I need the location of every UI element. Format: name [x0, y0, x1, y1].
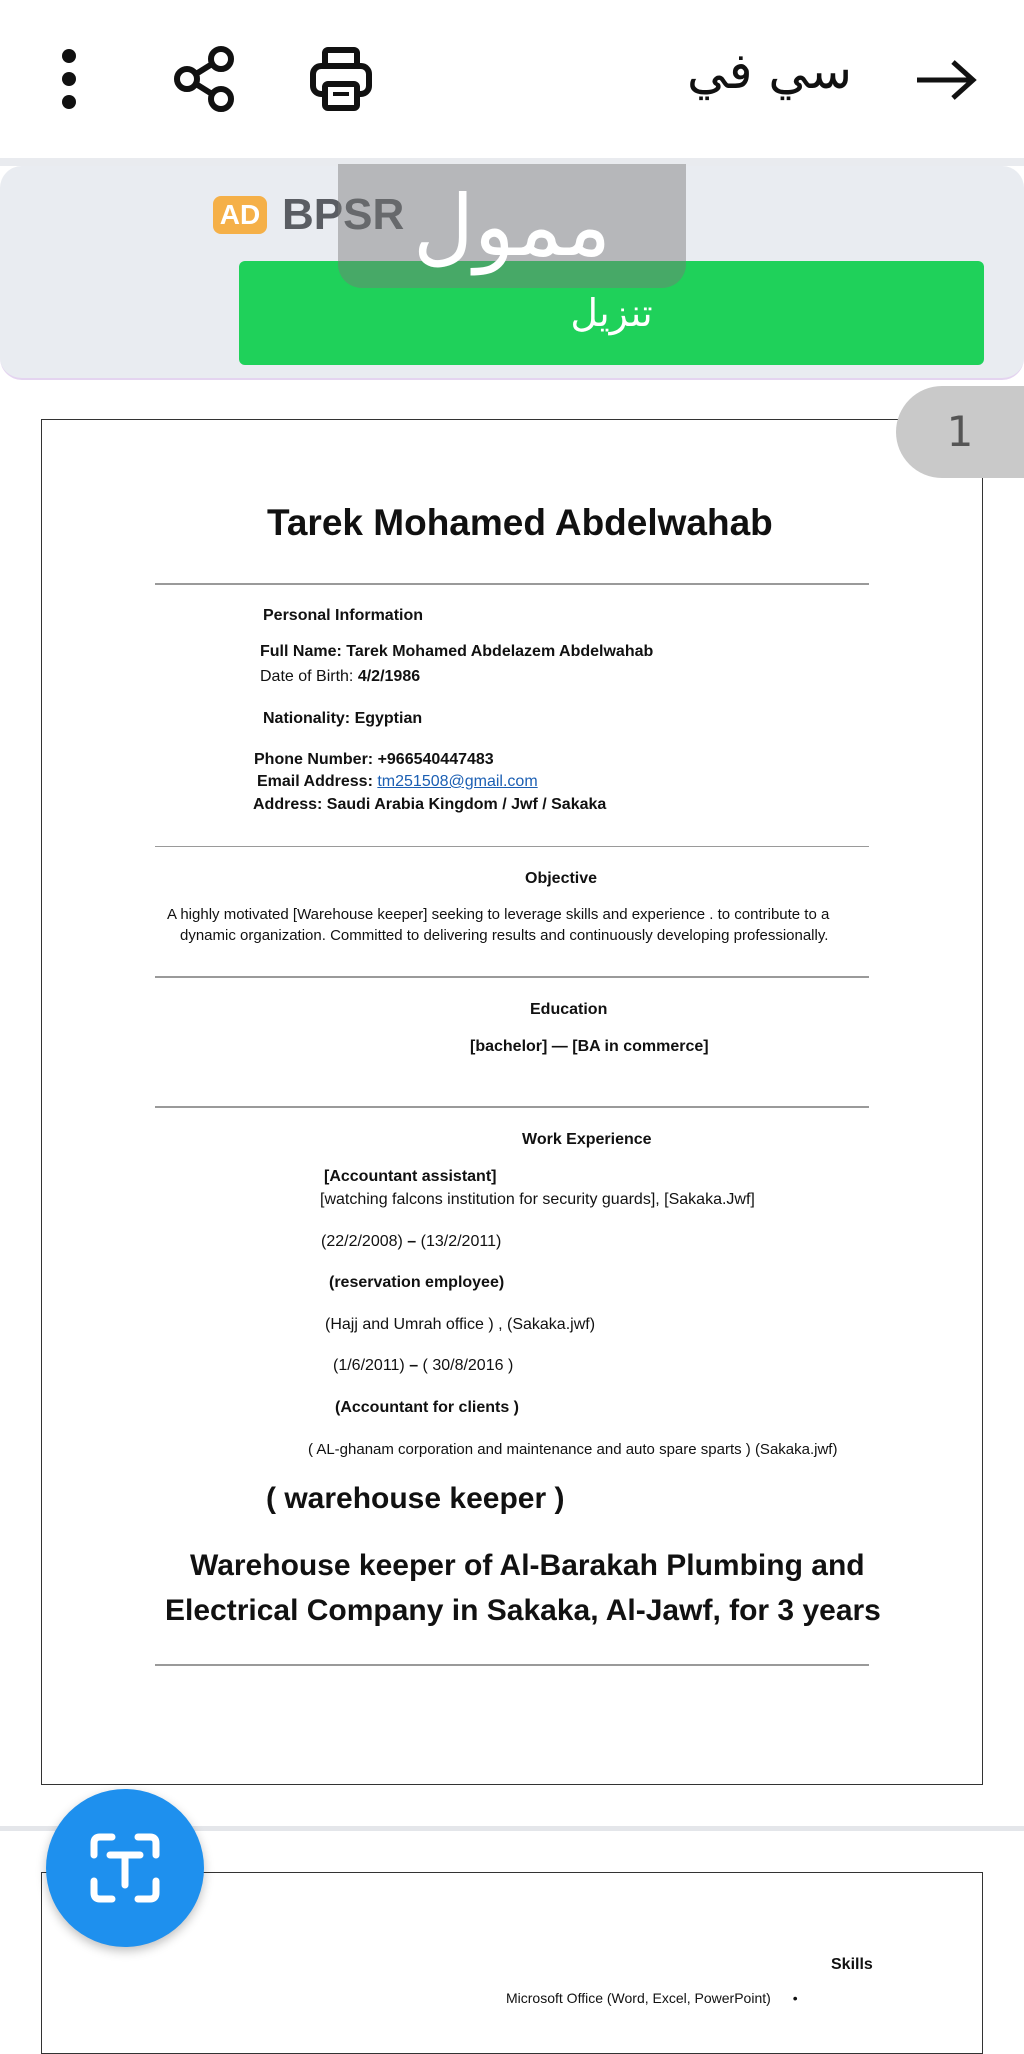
job-1-end: (13/2/2011): [420, 1233, 502, 1250]
objective-heading: Objective: [525, 870, 598, 887]
job-4-title: ( warehouse keeper ): [266, 1482, 565, 1515]
nationality: Nationality: Egyptian: [263, 710, 423, 727]
skills-item-label: Microsoft Office (Word, Excel, PowerPoint): [506, 1990, 771, 2006]
text-scan-icon: [90, 1833, 160, 1903]
share-icon[interactable]: [170, 44, 240, 114]
text-recognition-button[interactable]: [46, 1789, 204, 1947]
download-button[interactable]: تنزيل: [239, 261, 984, 365]
email-link[interactable]: tm251508@gmail.com: [377, 773, 538, 790]
full-name: Full Name: Tarek Mohamed Abdelazem Abdelwahab: [260, 643, 654, 660]
job-1-dates: [321, 1233, 501, 1251]
job-4-desc-line-1: Warehouse keeper of Al-Barakah Plumbing and: [190, 1549, 865, 1582]
job-1-dash: –: [402, 1233, 421, 1250]
objective-line-1: A highly motivated [Warehouse keeper] seeking to leverage skills and experience . to contribute to a: [167, 906, 830, 923]
job-2-title: (reservation employee): [329, 1274, 505, 1291]
dob: [260, 668, 420, 686]
job-2-end: ( 30/8/2016 ): [422, 1357, 514, 1374]
phone: Phone Number: +966540447483: [254, 751, 494, 768]
page-number-badge: 1: [896, 386, 1024, 478]
ad-brand: BPSR: [282, 190, 405, 239]
email: [257, 773, 538, 791]
work-heading: Work Experience: [522, 1131, 652, 1148]
job-2-start: (1/6/2011): [333, 1357, 405, 1374]
job-2-dates: [333, 1357, 513, 1375]
print-icon[interactable]: [306, 44, 376, 114]
arrow-right-icon[interactable]: [912, 48, 980, 112]
divider: [155, 976, 869, 978]
education-heading: Education: [530, 1001, 608, 1018]
email-label: Email Address:: [257, 773, 373, 790]
sponsored-label: ممول: [338, 164, 686, 288]
page-title: سي في: [686, 42, 852, 100]
skills-heading: Skills: [831, 1956, 873, 1973]
more-vert-icon[interactable]: [44, 44, 94, 114]
divider: [155, 583, 869, 585]
personal-heading: Personal Information: [263, 607, 424, 624]
education-entry: [bachelor] — [BA in commerce]: [470, 1038, 709, 1055]
job-3-org: ( AL-ghanam corporation and maintenance and auto spare sparts ) (Sakaka.jwf): [308, 1441, 838, 1458]
ad-badge: AD: [213, 196, 267, 234]
bullet-icon: •: [792, 1990, 798, 2006]
job-1-title: [Accountant assistant]: [324, 1168, 497, 1185]
job-2-org: (Hajj and Umrah office ) , (Sakaka.jwf): [325, 1316, 596, 1333]
divider: [155, 846, 869, 847]
dob-label: Date of Birth:: [260, 668, 354, 685]
address: Address: Saudi Arabia Kingdom / Jwf / Sakaka: [253, 796, 607, 813]
job-3-title: (Accountant for clients ): [335, 1399, 520, 1416]
objective-line-2: dynamic organization. Committed to delivering results and continuously developing professionally.: [180, 927, 829, 944]
top-app-bar: [0, 0, 1024, 158]
job-1-start: (22/2/2008): [321, 1233, 403, 1250]
divider: [155, 1106, 869, 1108]
job-1-org: [watching falcons institution for security guards], [Sakaka.Jwf]: [320, 1191, 755, 1208]
dob-value: 4/2/1986: [357, 668, 421, 685]
cv-name: Tarek Mohamed Abdelwahab: [267, 502, 773, 543]
divider: [155, 1664, 869, 1666]
job-4-desc-line-2: Electrical Company in Sakaka, Al-Jawf, for 3 years: [165, 1594, 881, 1627]
job-2-dash: –: [404, 1357, 423, 1374]
